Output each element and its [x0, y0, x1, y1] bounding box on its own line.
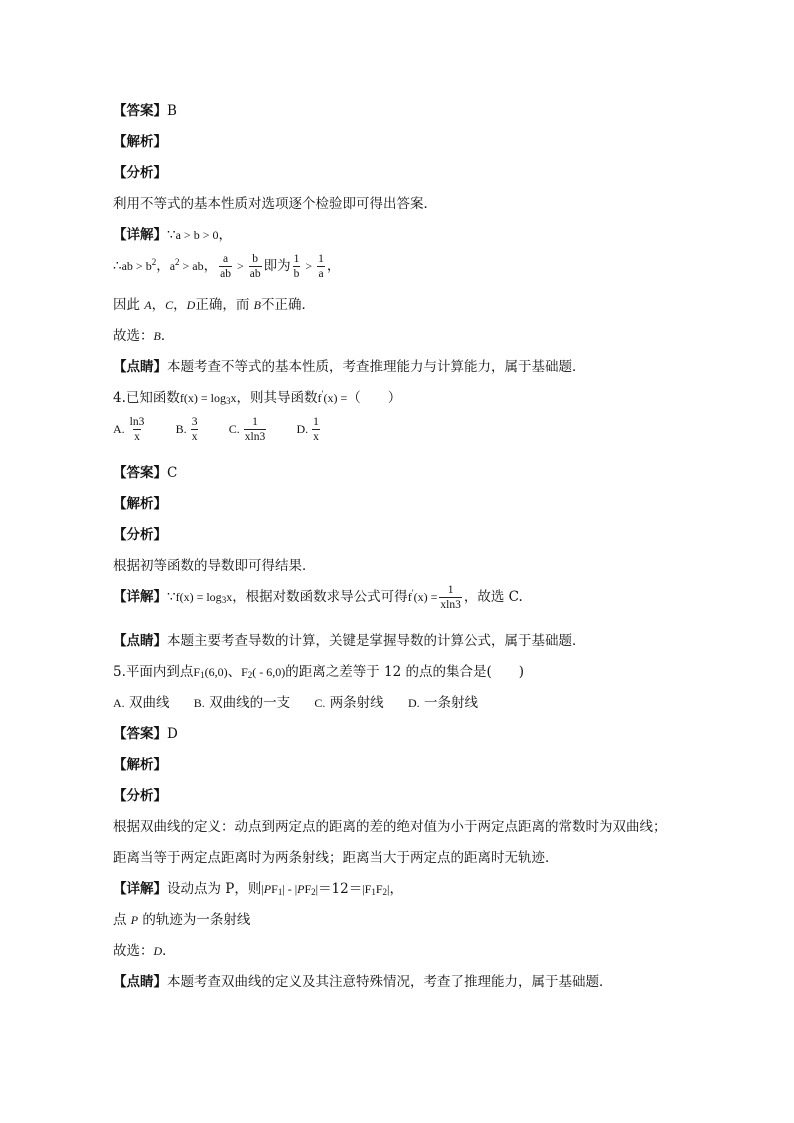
- option-b: B. 双曲线的一支: [193, 695, 291, 711]
- math-expr-2: $a^2$ > ab: [169, 257, 204, 273]
- fraction-1-a: $\frac{1}{a}$: [318, 253, 324, 280]
- analysis-heading: 【解析】: [113, 134, 167, 150]
- conclusion-line: 因此 A，C，D正确，而 B不正确．: [113, 297, 315, 313]
- q4-analysis-heading: 【解析】: [113, 496, 167, 512]
- q4-comment-line: 【点睛】本题主要考查导数的计算，关键是掌握导数的计算公式，属于基础题．: [113, 633, 586, 649]
- fraction-b-ab: $\frac{b}{ab}$: [249, 253, 261, 280]
- math-expr-1: ab > $b^2$: [121, 257, 157, 273]
- option-b: B. $\frac{3}{x}$: [175, 416, 198, 443]
- q5-analysis-heading: 【解析】: [113, 757, 167, 773]
- q5-fenxi-heading: 【分析】: [113, 788, 167, 804]
- q4-fenxi-heading: 【分析】: [113, 527, 167, 543]
- math-focal-distance: $|F_1F_2|$: [362, 882, 390, 897]
- q5-choice-line: 故选：D．: [113, 943, 176, 959]
- fraction-a-ab: $\frac{a}{ab}$: [220, 253, 231, 280]
- detail-tag: 【详解】: [113, 227, 167, 243]
- option-a: A. $\frac{\ln 3}{x}$: [113, 416, 145, 443]
- fraction-1-b: $\frac{1}{b}$: [293, 253, 300, 280]
- question-5-options: [113, 688, 693, 719]
- q4-detail-line: 【详解】∵f(x) = $\log_3x$，根据对数函数求导公式可得f′(x) = $\frac{1}{xln3}$ ，故选 C.: [113, 584, 523, 611]
- detail-line: 【详解】∵a > b > 0，: [113, 227, 232, 243]
- fenxi-heading: 【分析】: [113, 165, 167, 181]
- fraction-1-xln3: $\frac{1}{xln3}$: [440, 584, 461, 611]
- answer-line: [113, 96, 693, 127]
- math-distance-expr: $|PF_1| - |PF_2|$: [261, 882, 319, 897]
- choice-line: 故选：B．: [113, 328, 175, 344]
- math-inequality: a > b > 0: [175, 228, 219, 242]
- fenxi-text: 利用不等式的基本性质对选项逐个检验即可得出答案．: [113, 196, 437, 212]
- q5-fenxi-text-2: 距离当等于两定点距离时为两条射线；距离当大于两定点的距离时无轨迹．: [113, 850, 559, 866]
- option-c: C. $\frac{1}{xln3}$: [228, 416, 266, 443]
- question-5: 5.平面内到点$F_1(6,0)$、$F_2( - 6,0)$的距离之差等于 12 的点的集合是( ): [113, 664, 525, 680]
- math-derivative: f′(x) =: [407, 588, 438, 604]
- detail-derivation: ∴ab > $b^2$，$a^2$ > ab， $\frac{a}{ab}$ > $\frac{b}{ab}$ 即为 $\frac{1}{b}$ > $\frac{1}{a}$ ，: [113, 253, 341, 280]
- q5-fenxi-text-1: 根据双曲线的定义：动点到两定点的距离的差的绝对值为小于两定点距离的常数时为双曲线；: [113, 819, 667, 835]
- document-page: [113, 96, 693, 998]
- option-d: D. $\frac{1}{x}$: [296, 416, 319, 443]
- q4-answer-line: 【答案】C: [113, 465, 178, 481]
- q5-comment-line: 【点睛】本题考查双曲线的定义及其注意特殊情况，考查了推理能力，属于基础题．: [113, 974, 613, 990]
- math-derivative: f′(x) =: [317, 389, 348, 405]
- answer-text: B: [167, 103, 177, 119]
- q5-detail-line: 【详解】设动点为 P，则$|PF_1| - |PF_2|=12=|F_1F_2|$，: [113, 881, 403, 897]
- comment-line: 【点睛】本题考查不等式的基本性质，考查推理能力与计算能力，属于基础题．: [113, 359, 586, 375]
- q4-fenxi-text: 根据初等函数的导数即可得结果．: [113, 558, 316, 574]
- q5-locus-line: 点 P 的轨迹为一条射线: [113, 912, 251, 928]
- q5-answer-line: 【答案】D: [113, 726, 178, 742]
- question-4-options: [113, 414, 693, 458]
- option-c: C. 两条射线: [314, 695, 384, 711]
- option-a: A. 双曲线: [113, 695, 170, 711]
- math-point-f2: $F_2( - 6,0)$: [241, 665, 286, 680]
- math-function: $f(x) = \log_3x$: [179, 391, 237, 406]
- question-4: 4.已知函数$f(x) = \log_3x$，则其导函数f′(x) =（ ）: [113, 389, 402, 406]
- answer-tag: 【答案】: [113, 103, 167, 119]
- math-point-f1: $F_1(6,0)$: [193, 665, 228, 680]
- math-function: $f(x) = \log_3x$: [175, 590, 233, 605]
- option-d: D. 一条射线: [407, 695, 478, 711]
